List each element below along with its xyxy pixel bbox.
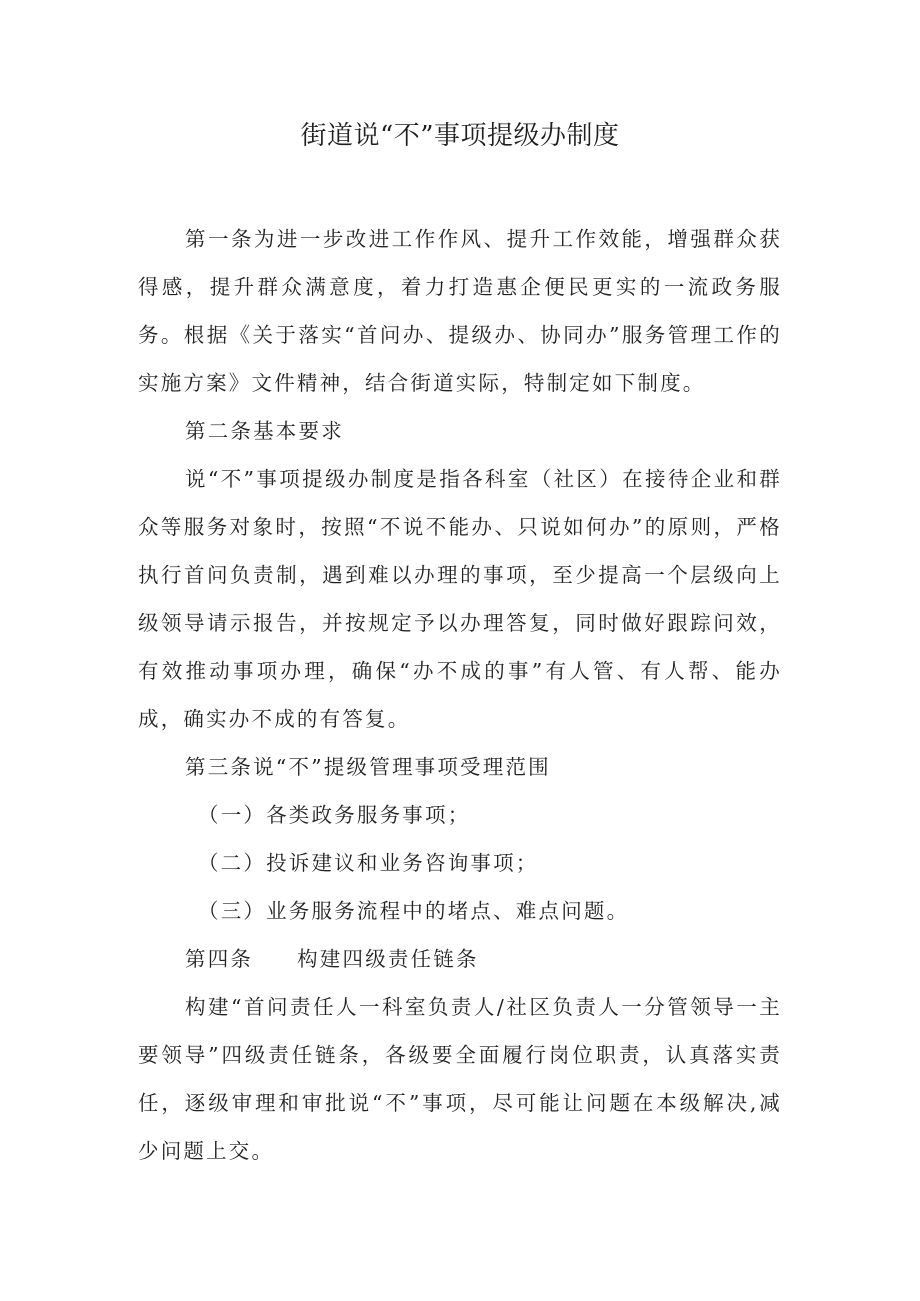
article-2-heading: 第二条基本要求 xyxy=(185,419,344,443)
article-4-paragraph: 构建“首问责任人一科室负责人/社区负责人一分管领导一主要领导”四级责任链条，各级要全面履行岗位职责，认真落实责任，逐级审理和审批说“不”事项，尽可能让问题在本级解决,减少问题上交。 xyxy=(138,995,782,1163)
article-4-title: 构建四级责任链条 xyxy=(297,947,479,971)
document-body xyxy=(138,215,782,1175)
article-4-label: 第四条 xyxy=(185,947,254,971)
article-4-heading xyxy=(138,935,782,983)
article-1-paragraph: 第一条为进一步改进工作作风、提升工作效能，增强群众获得感，提升群众满意度，着力打造惠企便民更实的一流政务服务。根据《关于落实“首问办、提级办、协同办”服务管理工作的实施方案》文件精神，结合街道实际，特制定如下制度。 xyxy=(138,227,782,395)
scope-item-2: （二）投诉建议和业务咨询事项； xyxy=(198,851,539,875)
scope-item-1: （一）各类政务服务事项； xyxy=(198,803,471,827)
article-2-paragraph: 说“不”事项提级办制度是指各科室（社区）在接待企业和群众等服务对象时，按照“不说不能办、只说如何办”的原则，严格执行首问负责制，遇到难以办理的事项，至少提高一个层级向上级领导请示报告，并按规定予以办理答复，同时做好跟踪问效，有效推动事项办理，确保“办不成的事”有人管、有人帮、能办成，确实办不成的有答复。 xyxy=(138,467,782,731)
document-title: 街道说“不”事项提级办制度 xyxy=(300,121,620,151)
article-3-heading: 第三条说“不”提级管理事项受理范围 xyxy=(185,755,551,779)
scope-item-3: （三）业务服务流程中的堵点、难点问题。 xyxy=(198,899,630,923)
